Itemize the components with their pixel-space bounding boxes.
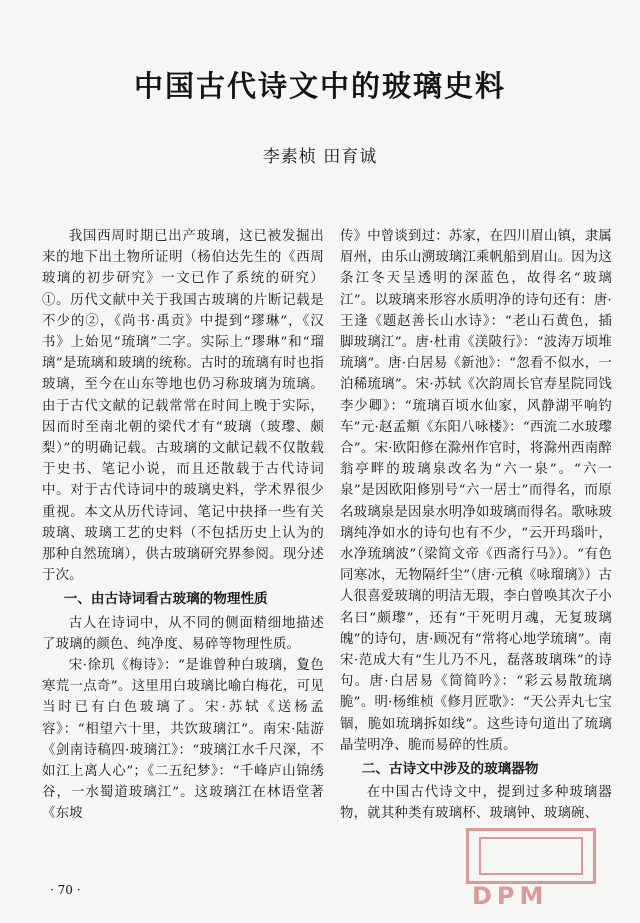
watermark-seal-frame bbox=[466, 828, 596, 884]
watermark-text: DPM bbox=[472, 882, 549, 910]
dpm-watermark-logo bbox=[458, 828, 628, 914]
right-column bbox=[340, 226, 612, 825]
article-title: 中国古代诗文中的玻璃史料 bbox=[133, 69, 506, 103]
continuation-paragraph: 传》中曾谈到过：苏家，在四川眉山镇，隶属眉州，由乐山溯玻璃江乘帆船到眉山。因为这条江冬天呈透明的深蓝色，故得名“玻璃江”。以玻璃来形容水质明净的诗句还有：唐·王逢《题赵善长山水诗》：“老山石黄色，插脚玻璃江”。唐·杜甫《渼陂行》：“波涛万顷堆琉璃”。唐·白居易《新池》：“忽看不似水，一泊稀琉璃”。宋·苏轼《次韵周长官寿星院同饯李少卿》：“琉璃百顷水仙家，风静湖平响钓车”元·赵孟頫《东阳八咏楼》：“西流二水玻瓈合”。宋·欧阳修在滁州作官时，将滁州西南醉翁亭畔的玻璃泉改名为“六一泉”。“六一泉”是因欧阳修别号“六一居士”而得名，而原名玻璃泉是因泉水明净如玻璃而得名。歌咏玻璃纯净如水的诗句也有不少，“云开玛瑙叶，水净琉璃波”（梁简文帝《西斋行马》）。“有色同寒冰，无物隔纤尘”（唐·元稹《咏瑠璃》）古人很喜爱玻璃的明洁无瑕，李白曾唤其次子小名曰“颇瓈”，还有“干死明月魂，无复玻璃魄”的诗句，唐·顾况有“常将心地学琉璃”。南宋·范成大有“生儿乃不凡，磊落玻璃珠”的诗句。唐·白居易《简简吟》：“彩云易散琉璃脆”。明·杨维桢《修月匠歌》：“天公弄丸七宝锢，脆如琉璃拆如线”。这些诗句道出了琉璃晶莹明净、脆而易碎的性质。 bbox=[340, 229, 612, 753]
section-2-heading: 二、古诗文中涉及的玻璃器物 bbox=[361, 761, 539, 778]
section-2-paragraph: 在中国古代诗文中，提到过多种玻璃器物，就其种类有玻璃杯、玻璃钟、玻璃碗、 bbox=[340, 785, 612, 822]
section-1-paragraph-1: 古人在诗词中，从不同的侧面精细地描述了玻璃的颜色、纯净度、易碎等物理性质。 bbox=[42, 615, 324, 652]
article-authors: 李素桢 田育诚 bbox=[262, 147, 378, 167]
page-number: · 70 · bbox=[50, 883, 81, 897]
intro-paragraph: 我国西周时期已出产玻璃，这已被发掘出来的地下出土物所证明（杨伯达先生的《西周玻璃的初步研究》一文已作了系统的研究）①。历代文献中关于我国古玻璃的片断记载是不少的②，《尚书·禹贡》中提到“璆琳”，《汉书》上始见“琉璃”二字。实际上“璆琳”和“瑠璃”是琉璃和玻璃的统称。古时的琉璃有时也指玻璃，至今在山东等地也仍习称玻璃为琉璃。由于古代文献的记载常常在时间上晚于实际，因而时至南北朝的梁代才有“玻璃（玻瓈、颇梨）”的明确记载。古玻璃的文献记载不仅散载于史书、笔记小说，而且还散载于古代诗词中。对于古代诗词中的玻璃史料，学术界很少重视。本文从历代诗词、笔记中抉择一些有关玻璃、玻璃工艺的史料（不包括历史上认为的那种自然琉璃），供古玻璃研究界参阅。现分述于次。 bbox=[42, 229, 324, 584]
left-column bbox=[42, 226, 324, 825]
section-1-paragraph-2: 宋·徐玑《梅诗》：“是谁曾种白玻璃，夐色寒荒一点奇”。这里用白玻璃比喻白梅花，可见当时已有白色玻璃了。宋·苏轼《送杨孟容》：“相望六十里，共饮玻璃江”。南宋·陆游《剑南诗稿四·玻璃江》：“玻璃江水千尺深，不如江上离人心”；《二五纪梦》：“千峰庐山锦绣谷，一水蜀道玻璃江”。这玻璃江在林语堂著《东坡 bbox=[42, 658, 324, 822]
watermark-seal-inner bbox=[479, 837, 583, 875]
section-1-heading: 一、由古诗词看古玻璃的物理性质 bbox=[63, 591, 268, 608]
